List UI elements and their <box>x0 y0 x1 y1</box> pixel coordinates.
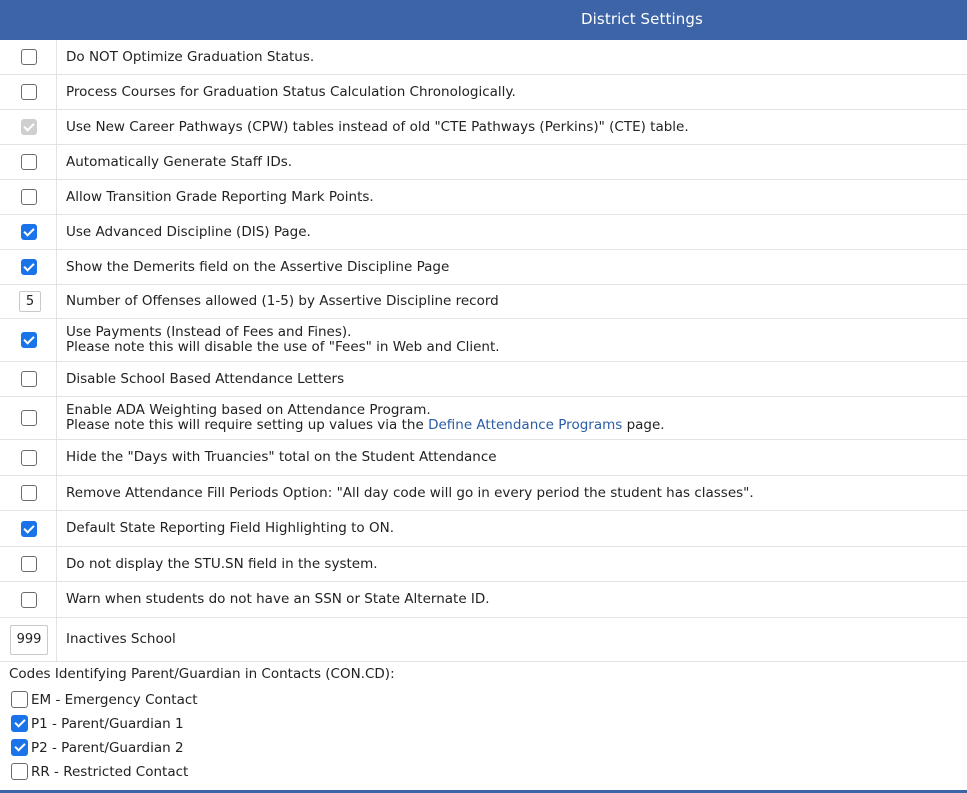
setting-checkbox <box>21 119 37 135</box>
setting-row <box>0 145 967 180</box>
settings-table <box>0 40 967 662</box>
setting-checkbox[interactable] <box>21 259 37 275</box>
code-label: P1 - Parent/Guardian 1 <box>31 715 184 732</box>
setting-row <box>0 362 967 397</box>
setting-row <box>0 75 967 110</box>
setting-checkbox[interactable] <box>21 485 37 501</box>
setting-checkbox[interactable] <box>21 521 37 537</box>
setting-note <box>66 418 665 433</box>
setting-row <box>0 397 967 440</box>
setting-row <box>0 618 967 662</box>
setting-label: Inactives School <box>66 631 176 647</box>
page-title: District Settings <box>581 10 703 28</box>
setting-label: Enable ADA Weighting based on Attendance Program. <box>66 402 431 418</box>
note-text: page. <box>622 417 665 433</box>
setting-label: Hide the "Days with Truancies" total on the Student Attendance <box>66 449 497 465</box>
setting-row <box>0 180 967 215</box>
setting-row <box>0 319 967 362</box>
setting-label: Use Payments (Instead of Fees and Fines). <box>66 324 352 340</box>
setting-row <box>0 547 967 582</box>
setting-row <box>0 582 967 618</box>
setting-row <box>0 285 967 319</box>
code-checkbox[interactable] <box>11 763 28 780</box>
setting-label: Process Courses for Graduation Status Calculation Chronologically. <box>66 83 516 100</box>
setting-row <box>0 476 967 511</box>
code-checkbox[interactable] <box>11 715 28 732</box>
setting-checkbox[interactable] <box>21 556 37 572</box>
setting-checkbox[interactable] <box>21 371 37 387</box>
code-item[interactable] <box>11 691 198 708</box>
setting-row <box>0 215 967 250</box>
setting-row <box>0 511 967 547</box>
setting-label: Automatically Generate Staff IDs. <box>66 153 293 170</box>
setting-checkbox[interactable] <box>21 410 37 426</box>
setting-row <box>0 440 967 476</box>
setting-checkbox[interactable] <box>21 84 37 100</box>
setting-checkbox[interactable] <box>21 49 37 65</box>
code-item[interactable] <box>11 739 184 756</box>
setting-label: Show the Demerits field on the Assertive Discipline Page <box>66 258 450 275</box>
offenses-number-input[interactable]: 5 <box>19 291 41 312</box>
code-checkbox[interactable] <box>11 739 28 756</box>
setting-checkbox[interactable] <box>21 450 37 466</box>
setting-checkbox[interactable] <box>21 189 37 205</box>
settings-header <box>0 0 967 40</box>
setting-checkbox[interactable] <box>21 592 37 608</box>
setting-label: Use Advanced Discipline (DIS) Page. <box>66 223 311 240</box>
setting-label: Default State Reporting Field Highlighting to ON. <box>66 520 394 536</box>
setting-label: Number of Offenses allowed (1-5) by Assertive Discipline record <box>66 293 499 309</box>
setting-label: Remove Attendance Fill Periods Option: "All day code will go in every period the student has classes". <box>66 484 754 501</box>
setting-checkbox[interactable] <box>21 154 37 170</box>
code-checkbox[interactable] <box>11 691 28 708</box>
code-item[interactable] <box>11 715 184 732</box>
setting-row <box>0 250 967 285</box>
code-label: P2 - Parent/Guardian 2 <box>31 739 184 756</box>
setting-label: Allow Transition Grade Reporting Mark Points. <box>66 188 374 205</box>
setting-label: Warn when students do not have an SSN or State Alternate ID. <box>66 591 490 607</box>
setting-label: Do not display the STU.SN field in the system. <box>66 555 378 572</box>
code-label: RR - Restricted Contact <box>31 763 189 780</box>
setting-row <box>0 40 967 75</box>
setting-row <box>0 110 967 145</box>
setting-checkbox[interactable] <box>21 224 37 240</box>
code-item[interactable] <box>11 763 188 780</box>
define-attendance-programs-link[interactable]: Define Attendance Programs <box>428 417 623 433</box>
setting-label: Do NOT Optimize Graduation Status. <box>66 48 315 65</box>
note-text: Please note this will require setting up values via the <box>66 417 429 433</box>
inactives-school-input[interactable]: 999 <box>10 625 48 655</box>
setting-label: Disable School Based Attendance Letters <box>66 370 345 387</box>
setting-label: Use New Career Pathways (CPW) tables instead of old "CTE Pathways (Perkins)" (CTE) table. <box>66 118 689 135</box>
setting-checkbox[interactable] <box>21 332 37 348</box>
setting-note: Please note this will disable the use of "Fees" in Web and Client. <box>66 339 500 355</box>
codes-title: Codes Identifying Parent/Guardian in Contacts (CON.CD): <box>9 666 395 682</box>
code-label: EM - Emergency Contact <box>31 691 198 708</box>
